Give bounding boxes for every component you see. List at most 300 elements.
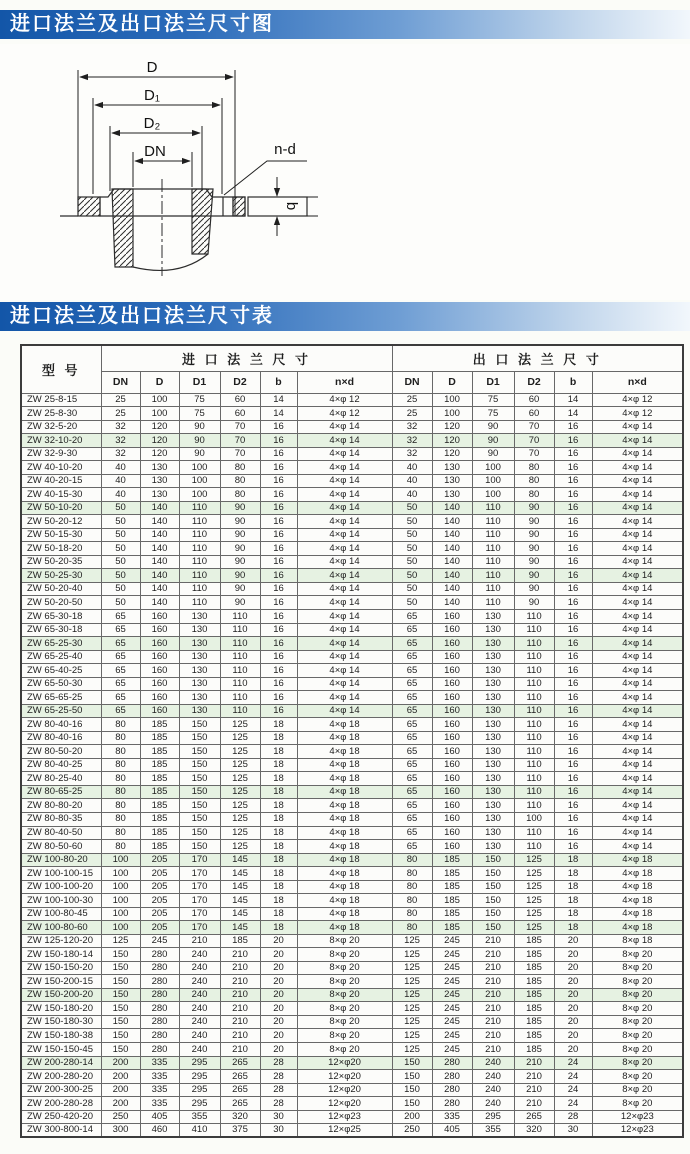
- cell-out-nxd: 4×φ 12: [592, 407, 683, 421]
- cell-in-nxd: 12×φ20: [297, 1083, 392, 1097]
- cell-out-d1: 210: [472, 1029, 514, 1043]
- cell-out-b: 18: [554, 880, 592, 894]
- cell-out-d: 245: [432, 975, 472, 989]
- header-in-d2: D2: [220, 371, 260, 393]
- table-row: [21, 1070, 683, 1084]
- table-row: [21, 528, 683, 542]
- flange-section-diagram: [0, 44, 690, 300]
- cell-out-d1: 210: [472, 988, 514, 1002]
- section-banner-table: [0, 302, 690, 331]
- cell-in-d1: 170: [179, 907, 220, 921]
- cell-in-d1: 150: [179, 799, 220, 813]
- cell-in-d2: 265: [220, 1070, 260, 1084]
- header-out-nxd: n×d: [592, 371, 683, 393]
- cell-in-b: 16: [260, 555, 297, 569]
- cell-in-d1: 130: [179, 704, 220, 718]
- cell-out-nxd: 4×φ 14: [592, 420, 683, 434]
- cell-out-nxd: 4×φ 14: [592, 461, 683, 475]
- cell-out-d: 245: [432, 1002, 472, 1016]
- cell-out-dn: 80: [392, 867, 432, 881]
- cell-out-d: 245: [432, 1015, 472, 1029]
- cell-in-d1: 240: [179, 1002, 220, 1016]
- cell-in-dn: 150: [101, 1029, 140, 1043]
- cell-in-dn: 50: [101, 555, 140, 569]
- cell-in-d: 280: [140, 1015, 179, 1029]
- cell-in-dn: 100: [101, 907, 140, 921]
- cell-out-d: 280: [432, 1056, 472, 1070]
- cell-in-nxd: 4×φ 14: [297, 704, 392, 718]
- cell-out-d: 185: [432, 867, 472, 881]
- cell-in-dn: 40: [101, 488, 140, 502]
- cell-in-d2: 125: [220, 799, 260, 813]
- cell-model: ZW 25-8-15: [21, 393, 101, 407]
- dim-label-d1: D₁: [144, 87, 160, 104]
- cell-out-d1: 150: [472, 853, 514, 867]
- cell-in-dn: 150: [101, 948, 140, 962]
- cell-in-nxd: 12×φ20: [297, 1056, 392, 1070]
- cell-out-d2: 110: [514, 772, 554, 786]
- cell-out-nxd: 4×φ 14: [592, 840, 683, 854]
- cell-in-d2: 90: [220, 501, 260, 515]
- cell-out-d: 405: [432, 1124, 472, 1138]
- cell-out-b: 20: [554, 1043, 592, 1057]
- cell-in-b: 16: [260, 664, 297, 678]
- cell-in-d: 160: [140, 610, 179, 624]
- cell-out-b: 20: [554, 948, 592, 962]
- cell-in-dn: 80: [101, 772, 140, 786]
- cell-out-d: 120: [432, 447, 472, 461]
- cell-in-d2: 90: [220, 582, 260, 596]
- cell-out-d2: 320: [514, 1124, 554, 1138]
- cell-out-d2: 185: [514, 1002, 554, 1016]
- cell-out-d: 160: [432, 623, 472, 637]
- cell-in-d1: 295: [179, 1070, 220, 1084]
- cell-out-b: 18: [554, 894, 592, 908]
- cell-out-d: 160: [432, 677, 472, 691]
- flange-dimension-table: [20, 344, 684, 1138]
- cell-out-nxd: 4×φ 14: [592, 637, 683, 651]
- cell-in-b: 16: [260, 569, 297, 583]
- cell-out-b: 16: [554, 569, 592, 583]
- cell-in-d: 130: [140, 488, 179, 502]
- header-out-d1: D1: [472, 371, 514, 393]
- cell-in-b: 18: [260, 772, 297, 786]
- cell-out-d: 245: [432, 1043, 472, 1057]
- cell-in-d1: 100: [179, 474, 220, 488]
- cell-out-dn: 50: [392, 569, 432, 583]
- cell-out-d1: 355: [472, 1124, 514, 1138]
- cell-out-d1: 210: [472, 975, 514, 989]
- cell-out-d2: 70: [514, 420, 554, 434]
- cell-in-nxd: 4×φ 18: [297, 853, 392, 867]
- table-row: [21, 488, 683, 502]
- cell-model: ZW 80-65-25: [21, 785, 101, 799]
- cell-out-dn: 40: [392, 461, 432, 475]
- cell-in-dn: 25: [101, 407, 140, 421]
- cell-in-d: 280: [140, 948, 179, 962]
- cell-out-d: 160: [432, 826, 472, 840]
- cell-in-d: 185: [140, 785, 179, 799]
- cell-out-d: 120: [432, 434, 472, 448]
- cell-model: ZW 100-80-60: [21, 921, 101, 935]
- cell-in-d2: 265: [220, 1083, 260, 1097]
- table-row: [21, 1124, 683, 1138]
- cell-model: ZW 65-40-25: [21, 664, 101, 678]
- table-row: [21, 853, 683, 867]
- cell-out-d: 280: [432, 1097, 472, 1111]
- cell-out-d: 160: [432, 840, 472, 854]
- cell-out-b: 16: [554, 610, 592, 624]
- cell-in-d2: 70: [220, 447, 260, 461]
- cell-in-b: 16: [260, 488, 297, 502]
- cell-out-d1: 90: [472, 434, 514, 448]
- cell-in-dn: 80: [101, 785, 140, 799]
- cell-out-d1: 130: [472, 677, 514, 691]
- cell-out-dn: 50: [392, 596, 432, 610]
- cell-in-nxd: 4×φ 18: [297, 718, 392, 732]
- cell-out-b: 16: [554, 799, 592, 813]
- table-row: [21, 961, 683, 975]
- cell-in-nxd: 8×φ 20: [297, 934, 392, 948]
- cell-out-b: 16: [554, 528, 592, 542]
- cell-out-b: 16: [554, 474, 592, 488]
- cell-out-b: 16: [554, 785, 592, 799]
- cell-out-d1: 110: [472, 542, 514, 556]
- cell-model: ZW 80-40-16: [21, 731, 101, 745]
- table-row: [21, 664, 683, 678]
- cell-in-d2: 320: [220, 1110, 260, 1124]
- cell-out-nxd: 4×φ 14: [592, 772, 683, 786]
- cell-in-dn: 80: [101, 799, 140, 813]
- cell-in-d: 140: [140, 569, 179, 583]
- cell-in-d1: 150: [179, 745, 220, 759]
- cell-out-nxd: 4×φ 14: [592, 555, 683, 569]
- cell-in-dn: 250: [101, 1110, 140, 1124]
- cell-out-dn: 25: [392, 407, 432, 421]
- cell-out-nxd: 4×φ 14: [592, 718, 683, 732]
- cell-in-d1: 410: [179, 1124, 220, 1138]
- cell-out-d1: 130: [472, 664, 514, 678]
- cell-out-b: 20: [554, 1029, 592, 1043]
- cell-in-dn: 150: [101, 961, 140, 975]
- cell-in-d1: 130: [179, 623, 220, 637]
- cell-in-nxd: 4×φ 18: [297, 921, 392, 935]
- cell-in-b: 18: [260, 880, 297, 894]
- cell-model: ZW 50-10-20: [21, 501, 101, 515]
- header-in-d1: D1: [179, 371, 220, 393]
- cell-in-dn: 50: [101, 515, 140, 529]
- cell-out-d: 120: [432, 420, 472, 434]
- cell-model: ZW 250-420-20: [21, 1110, 101, 1124]
- cell-in-b: 16: [260, 637, 297, 651]
- cell-in-dn: 80: [101, 718, 140, 732]
- cell-in-d2: 90: [220, 569, 260, 583]
- cell-in-d2: 265: [220, 1097, 260, 1111]
- cell-in-dn: 80: [101, 745, 140, 759]
- cell-out-dn: 65: [392, 772, 432, 786]
- cell-in-d1: 130: [179, 637, 220, 651]
- cell-out-b: 28: [554, 1110, 592, 1124]
- cell-out-dn: 65: [392, 745, 432, 759]
- cell-out-nxd: 4×φ 12: [592, 393, 683, 407]
- table-row: [21, 826, 683, 840]
- cell-in-d: 280: [140, 988, 179, 1002]
- cell-out-d1: 210: [472, 961, 514, 975]
- cell-out-dn: 80: [392, 894, 432, 908]
- cell-out-dn: 65: [392, 664, 432, 678]
- dim-label-dn: DN: [144, 143, 166, 160]
- cell-model: ZW 150-200-15: [21, 975, 101, 989]
- cell-model: ZW 100-80-20: [21, 853, 101, 867]
- cell-out-d1: 90: [472, 447, 514, 461]
- cell-out-nxd: 4×φ 14: [592, 812, 683, 826]
- cell-in-d: 100: [140, 393, 179, 407]
- cell-out-nxd: 4×φ 14: [592, 488, 683, 502]
- cell-in-b: 16: [260, 596, 297, 610]
- cell-in-dn: 200: [101, 1083, 140, 1097]
- cell-out-nxd: 8×φ 20: [592, 988, 683, 1002]
- header-inlet-group: 进 口 法 兰 尺 寸: [101, 345, 392, 371]
- cell-in-d1: 110: [179, 528, 220, 542]
- cell-out-dn: 150: [392, 1083, 432, 1097]
- cell-in-d: 280: [140, 1002, 179, 1016]
- cell-out-d: 245: [432, 948, 472, 962]
- cell-out-d: 160: [432, 812, 472, 826]
- cell-in-d: 100: [140, 407, 179, 421]
- cell-out-b: 20: [554, 1002, 592, 1016]
- cell-in-d2: 125: [220, 718, 260, 732]
- cell-out-d: 100: [432, 393, 472, 407]
- cell-out-d: 245: [432, 988, 472, 1002]
- cell-out-b: 16: [554, 555, 592, 569]
- cell-in-b: 28: [260, 1083, 297, 1097]
- cell-out-d1: 130: [472, 623, 514, 637]
- cell-out-dn: 32: [392, 434, 432, 448]
- cell-out-d1: 100: [472, 474, 514, 488]
- cell-out-d: 185: [432, 853, 472, 867]
- cell-out-d1: 240: [472, 1097, 514, 1111]
- cell-in-d1: 170: [179, 921, 220, 935]
- cell-out-d: 140: [432, 582, 472, 596]
- cell-in-d2: 210: [220, 961, 260, 975]
- cell-out-dn: 65: [392, 650, 432, 664]
- cell-model: ZW 100-100-15: [21, 867, 101, 881]
- cell-out-b: 18: [554, 867, 592, 881]
- cell-in-dn: 100: [101, 867, 140, 881]
- cell-in-d: 245: [140, 934, 179, 948]
- cell-in-d: 160: [140, 677, 179, 691]
- cell-model: ZW 32-5-20: [21, 420, 101, 434]
- cell-out-b: 16: [554, 596, 592, 610]
- cell-in-nxd: 4×φ 18: [297, 731, 392, 745]
- cell-model: ZW 150-180-14: [21, 948, 101, 962]
- cell-in-d: 185: [140, 758, 179, 772]
- cell-in-d1: 150: [179, 772, 220, 786]
- cell-in-b: 18: [260, 853, 297, 867]
- cell-in-dn: 50: [101, 542, 140, 556]
- cell-model: ZW 150-200-20: [21, 988, 101, 1002]
- cell-in-d2: 145: [220, 880, 260, 894]
- cell-model: ZW 80-25-40: [21, 772, 101, 786]
- table-row: [21, 785, 683, 799]
- cell-out-d1: 150: [472, 880, 514, 894]
- cell-in-dn: 150: [101, 1015, 140, 1029]
- cell-out-dn: 125: [392, 988, 432, 1002]
- cell-in-d1: 240: [179, 1029, 220, 1043]
- cell-in-dn: 32: [101, 447, 140, 461]
- cell-in-b: 30: [260, 1124, 297, 1138]
- cell-in-nxd: 4×φ 14: [297, 664, 392, 678]
- table-row: [21, 921, 683, 935]
- section-banner-diagram: [0, 10, 690, 39]
- cell-out-dn: 50: [392, 555, 432, 569]
- flange-drawing-svg: [0, 44, 690, 294]
- cell-out-nxd: 4×φ 14: [592, 515, 683, 529]
- cell-in-d: 160: [140, 637, 179, 651]
- cell-in-d2: 210: [220, 1029, 260, 1043]
- cell-in-d2: 110: [220, 610, 260, 624]
- cell-in-d1: 170: [179, 853, 220, 867]
- cell-in-d: 160: [140, 650, 179, 664]
- cell-out-b: 24: [554, 1097, 592, 1111]
- cell-in-nxd: 4×φ 14: [297, 420, 392, 434]
- cell-out-d1: 130: [472, 812, 514, 826]
- cell-model: ZW 50-25-30: [21, 569, 101, 583]
- cell-out-b: 16: [554, 420, 592, 434]
- cell-out-nxd: 4×φ 14: [592, 569, 683, 583]
- table-row: [21, 880, 683, 894]
- cell-in-d: 160: [140, 704, 179, 718]
- cell-in-d1: 110: [179, 515, 220, 529]
- cell-model: ZW 100-100-30: [21, 894, 101, 908]
- cell-out-d: 130: [432, 461, 472, 475]
- hub-right-wall-section: [192, 189, 213, 254]
- cell-out-dn: 65: [392, 785, 432, 799]
- cell-model: ZW 100-100-20: [21, 880, 101, 894]
- cell-out-d: 130: [432, 488, 472, 502]
- cell-out-b: 20: [554, 961, 592, 975]
- cell-in-d: 140: [140, 515, 179, 529]
- cell-in-d2: 125: [220, 785, 260, 799]
- cell-in-nxd: 8×φ 20: [297, 1029, 392, 1043]
- cell-out-nxd: 4×φ 14: [592, 758, 683, 772]
- cell-in-d: 460: [140, 1124, 179, 1138]
- cell-in-nxd: 4×φ 18: [297, 867, 392, 881]
- cell-in-dn: 80: [101, 758, 140, 772]
- cell-in-d1: 150: [179, 758, 220, 772]
- header-out-d: D: [432, 371, 472, 393]
- cell-in-d1: 170: [179, 894, 220, 908]
- header-out-d2: D2: [514, 371, 554, 393]
- cell-model: ZW 80-40-25: [21, 758, 101, 772]
- cell-in-nxd: 8×φ 20: [297, 1043, 392, 1057]
- cell-out-d2: 80: [514, 488, 554, 502]
- cell-in-nxd: 4×φ 14: [297, 555, 392, 569]
- cell-out-d1: 210: [472, 1002, 514, 1016]
- cell-model: ZW 200-300-25: [21, 1083, 101, 1097]
- table-row: [21, 393, 683, 407]
- cell-in-b: 28: [260, 1056, 297, 1070]
- cell-model: ZW 200-280-14: [21, 1056, 101, 1070]
- table-row: [21, 542, 683, 556]
- cell-in-nxd: 4×φ 18: [297, 758, 392, 772]
- cell-in-b: 16: [260, 515, 297, 529]
- cell-in-d1: 130: [179, 691, 220, 705]
- table-row: [21, 515, 683, 529]
- cell-in-nxd: 4×φ 14: [297, 596, 392, 610]
- cell-out-dn: 65: [392, 840, 432, 854]
- cell-in-d1: 110: [179, 582, 220, 596]
- cell-out-dn: 125: [392, 1015, 432, 1029]
- cell-in-nxd: 8×φ 20: [297, 975, 392, 989]
- cell-out-dn: 65: [392, 623, 432, 637]
- cell-out-d1: 130: [472, 758, 514, 772]
- cell-in-d1: 240: [179, 988, 220, 1002]
- cell-out-dn: 150: [392, 1070, 432, 1084]
- cell-out-d1: 210: [472, 1015, 514, 1029]
- cell-in-d2: 210: [220, 975, 260, 989]
- table-row: [21, 1002, 683, 1016]
- cell-out-d2: 90: [514, 569, 554, 583]
- cell-out-nxd: 4×φ 14: [592, 474, 683, 488]
- cell-in-nxd: 8×φ 20: [297, 961, 392, 975]
- cell-out-nxd: 12×φ23: [592, 1110, 683, 1124]
- cell-in-nxd: 4×φ 18: [297, 799, 392, 813]
- cell-out-d: 185: [432, 907, 472, 921]
- cell-in-d: 335: [140, 1083, 179, 1097]
- cell-in-nxd: 4×φ 14: [297, 637, 392, 651]
- cell-out-nxd: 4×φ 18: [592, 907, 683, 921]
- table-row: [21, 1083, 683, 1097]
- cell-out-nxd: 8×φ 20: [592, 1070, 683, 1084]
- cell-in-dn: 40: [101, 474, 140, 488]
- cell-out-dn: 125: [392, 948, 432, 962]
- cell-in-d2: 90: [220, 542, 260, 556]
- cell-out-nxd: 8×φ 20: [592, 1083, 683, 1097]
- cell-out-b: 16: [554, 434, 592, 448]
- cell-out-d1: 150: [472, 907, 514, 921]
- cell-model: ZW 50-15-30: [21, 528, 101, 542]
- cell-in-b: 18: [260, 826, 297, 840]
- cell-out-d: 140: [432, 555, 472, 569]
- cell-in-nxd: 4×φ 14: [297, 610, 392, 624]
- cell-in-dn: 50: [101, 582, 140, 596]
- cell-model: ZW 80-50-60: [21, 840, 101, 854]
- cell-out-d2: 125: [514, 880, 554, 894]
- cell-in-d: 280: [140, 1043, 179, 1057]
- cell-in-nxd: 4×φ 18: [297, 772, 392, 786]
- cell-in-b: 18: [260, 785, 297, 799]
- cell-out-d: 160: [432, 664, 472, 678]
- cell-in-b: 18: [260, 921, 297, 935]
- cell-out-dn: 65: [392, 758, 432, 772]
- table-row: [21, 975, 683, 989]
- cell-in-dn: 50: [101, 501, 140, 515]
- cell-out-nxd: 4×φ 18: [592, 867, 683, 881]
- cell-model: ZW 65-25-50: [21, 704, 101, 718]
- table-row: [21, 1015, 683, 1029]
- cell-out-nxd: 4×φ 14: [592, 610, 683, 624]
- cell-in-nxd: 4×φ 14: [297, 501, 392, 515]
- cell-out-d1: 100: [472, 488, 514, 502]
- cell-in-d: 280: [140, 961, 179, 975]
- cell-out-d2: 110: [514, 731, 554, 745]
- cell-model: ZW 150-150-45: [21, 1043, 101, 1057]
- cell-out-nxd: 4×φ 14: [592, 528, 683, 542]
- cell-in-d1: 240: [179, 975, 220, 989]
- header-in-nxd: n×d: [297, 371, 392, 393]
- cell-in-nxd: 12×φ23: [297, 1110, 392, 1124]
